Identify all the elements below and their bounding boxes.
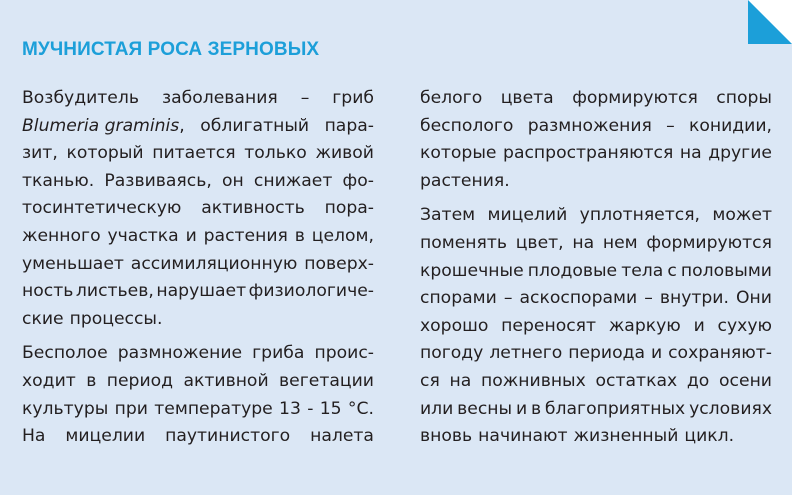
text-line: крошечные плодовые тела с половыми bbox=[420, 260, 772, 281]
page-corner-icon bbox=[748, 0, 792, 44]
text-line: ходит в период активной вегетации bbox=[22, 370, 374, 391]
text-line: ся на пожнивных остатках до осени bbox=[420, 370, 772, 391]
text-line: погоду летнего периода и сохраняют- bbox=[420, 343, 772, 364]
text-column-right bbox=[420, 85, 772, 451]
text-line: На мицелии паутинистого налета bbox=[22, 426, 374, 447]
text-line: ские процессы. bbox=[22, 308, 163, 329]
text-line: хорошо переносят жаркую и сухую bbox=[420, 315, 772, 336]
text-line: тосинтетическую активность пора- bbox=[22, 198, 374, 219]
text-line: Blumeria graminis, облигатный пара- bbox=[22, 113, 374, 141]
text-line: бесполого размножения – конидии, bbox=[420, 115, 772, 136]
text-line: тканью. Развиваясь, он снижает фо- bbox=[22, 170, 374, 191]
text-line: женного участка и растения в целом, bbox=[22, 225, 374, 246]
text-line: поменять цвет, на нем формируются bbox=[420, 232, 772, 253]
text-line: зит, который питается только живой bbox=[22, 143, 374, 164]
text-line: растения. bbox=[420, 170, 510, 191]
text-line: или весны и в благоприятных условиях bbox=[420, 398, 772, 419]
text-line: Возбудитель заболевания – гриб bbox=[22, 88, 374, 108]
text-line: уменьшает ассимиляционную поверх- bbox=[22, 253, 374, 274]
text-line: вновь начинают жизненный цикл. bbox=[420, 426, 735, 447]
text-line: которые распространяются на другие bbox=[420, 143, 772, 164]
page-title: МУЧНИСТАЯ РОСА ЗЕРНОВЫХ bbox=[22, 39, 320, 60]
text-line: культуры при температуре 13 - 15 °С. bbox=[22, 398, 374, 419]
text-line-italic: Blumeria graminis, bbox=[22, 115, 185, 136]
text-line: ность листьев, нарушает физиологиче- bbox=[22, 281, 374, 302]
text-line: Затем мицелий уплотняется, может bbox=[420, 205, 772, 226]
text-line: Бесполое размножение гриба проис- bbox=[22, 343, 374, 364]
text-column-left bbox=[22, 85, 374, 451]
text-line: белого цвета формируются споры bbox=[420, 88, 772, 108]
text-line: спорами – аскоспорами – внутри. Они bbox=[420, 288, 772, 309]
